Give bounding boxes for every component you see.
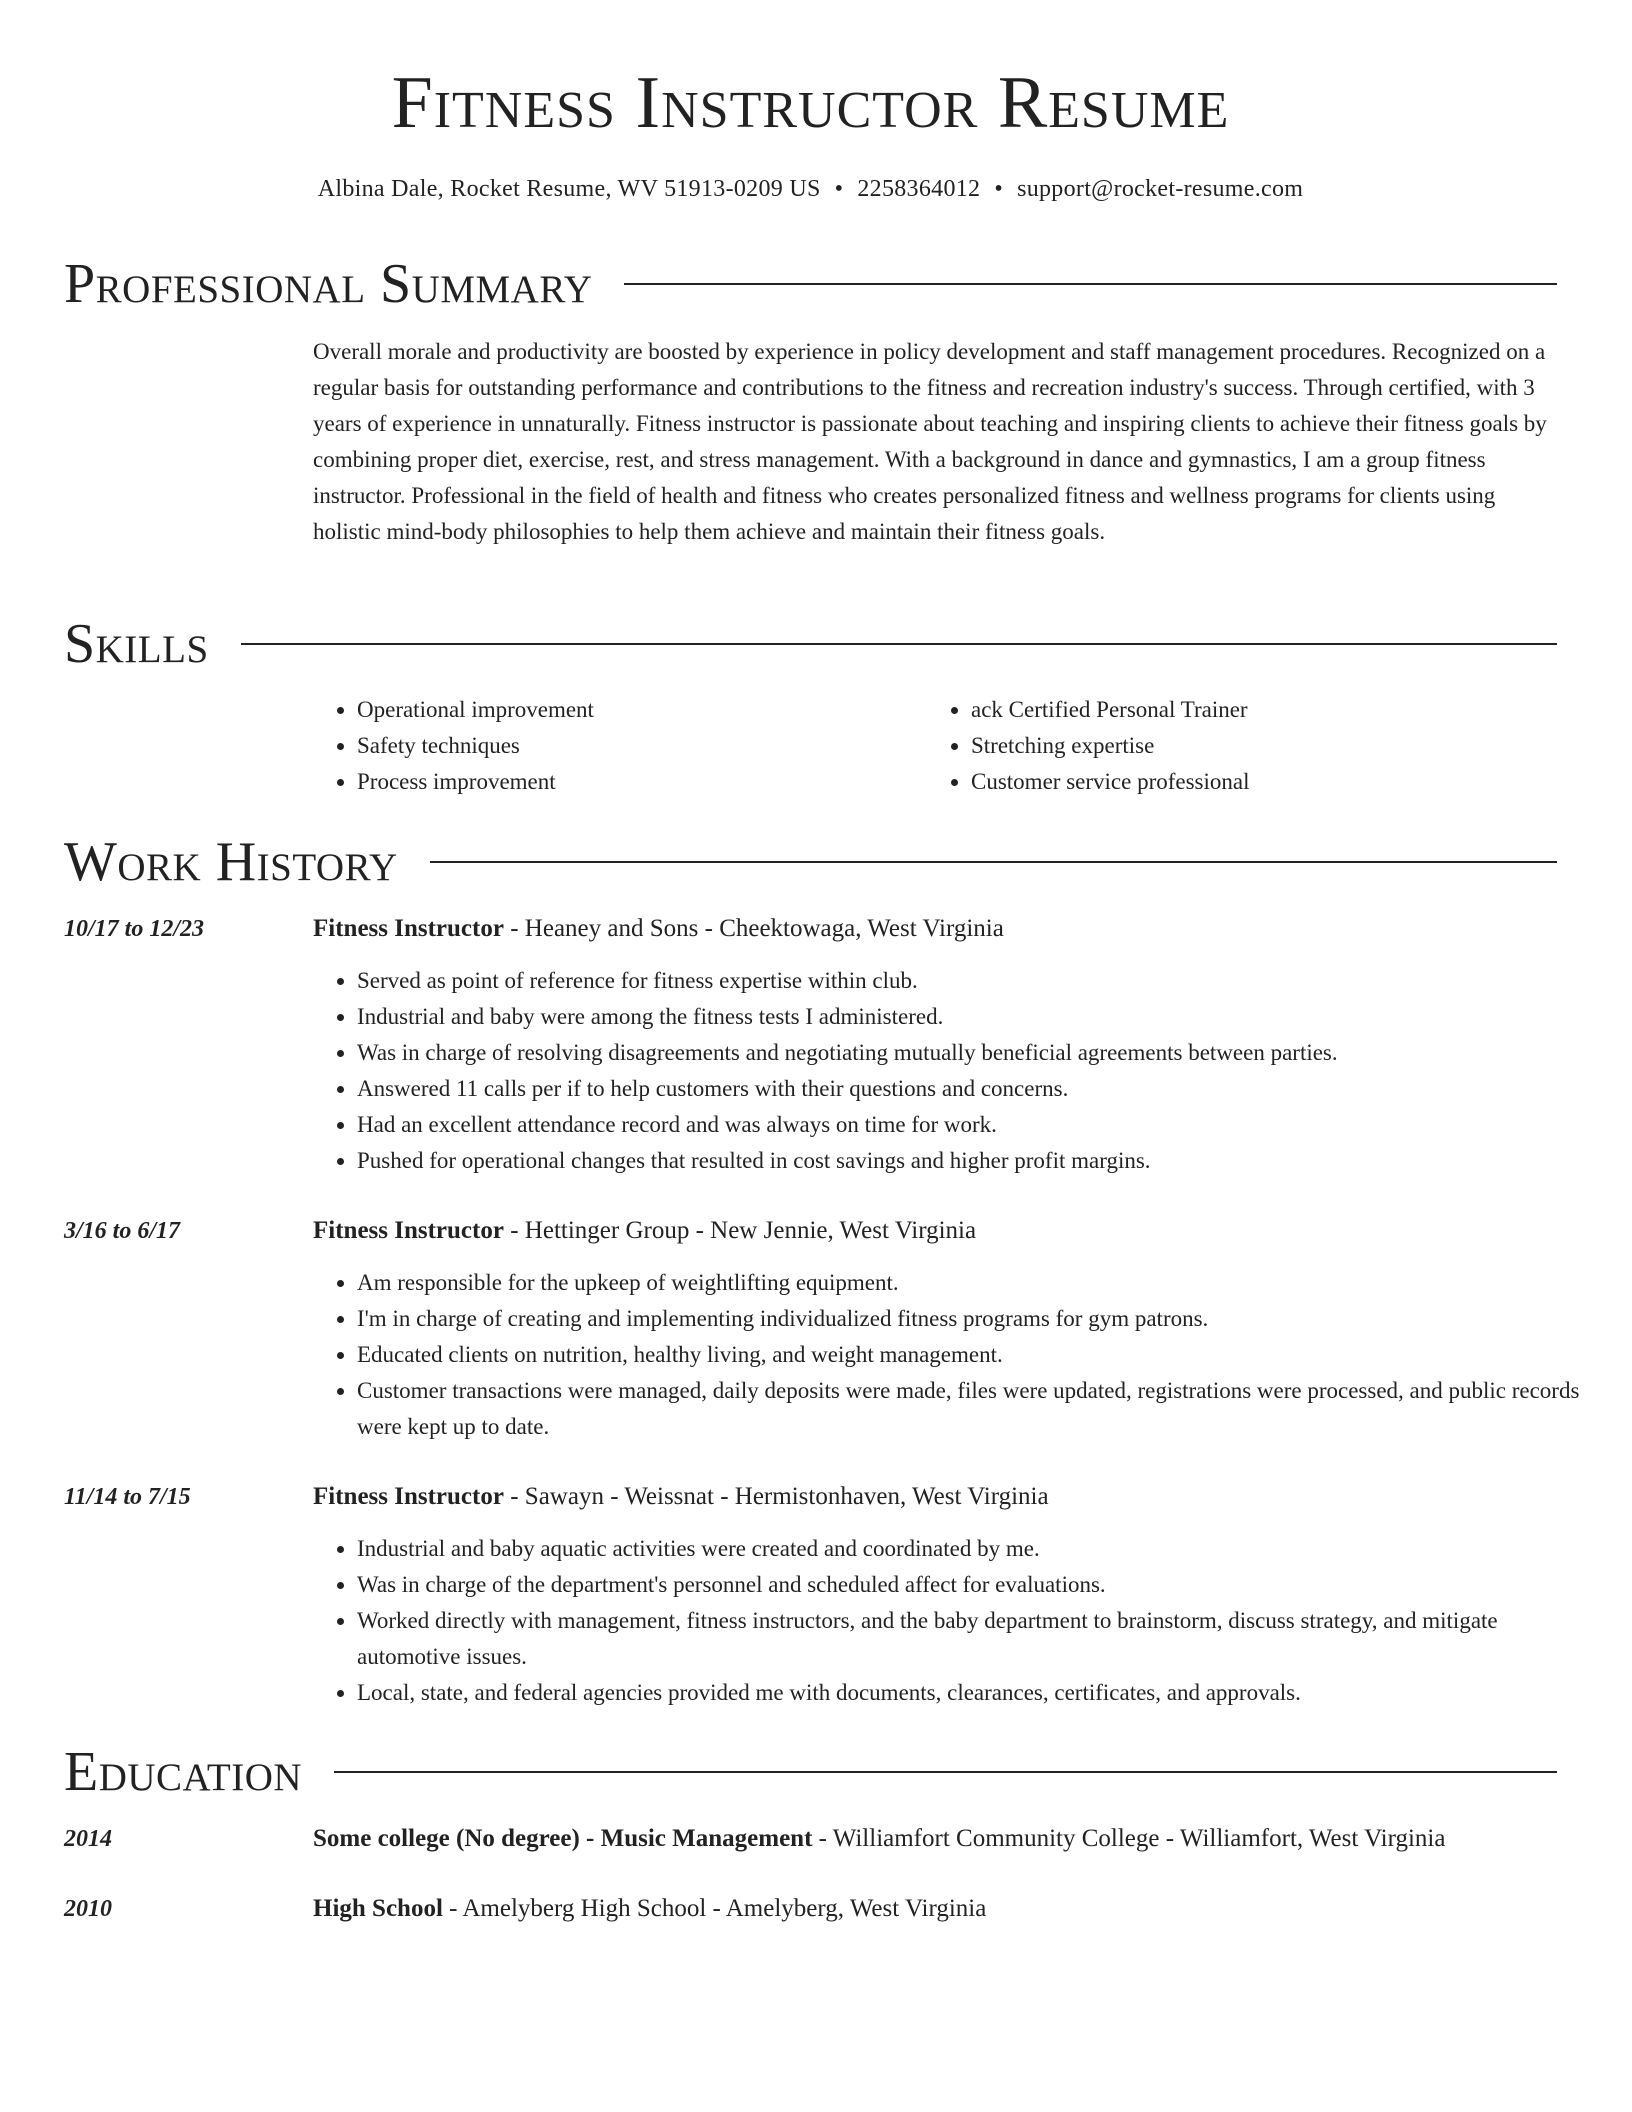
education-heading-line bbox=[313, 1891, 1557, 1927]
job-dates: 3/16 to 6/17 bbox=[64, 1218, 181, 1244]
contact-separator: • bbox=[994, 176, 1004, 202]
summary-text: Overall morale and productivity are boosted by experience in policy development and staff management procedures. Recognized on a regular basis for outstanding performance and contributions to the fitness and recreation industry's success. Through certified, with 3 years of experience in unnaturally. Fitness instructor is passionate about teaching and inspiring clients to achieve their fitness goals by combining proper diet, exercise, rest, and stress management. With a background in dance and gymnastics, I am a group fitness instructor. Professional in the field of health and fitness who creates personalized fitness and wellness programs for clients using holistic mind-body philosophies to help them achieve and maintain their fitness goals. bbox=[313, 339, 1547, 544]
education-degree: Some college (No degree) - Music Management bbox=[313, 1825, 813, 1852]
education-degree: High School bbox=[313, 1895, 443, 1922]
skill-item: • Stretching expertise bbox=[971, 728, 1541, 764]
summary-body bbox=[313, 334, 1557, 550]
skills-list bbox=[313, 692, 1557, 800]
education-section-header bbox=[64, 1740, 1557, 1804]
job-details: - Heaney and Sons - Cheektowaga, West Virginia bbox=[503, 915, 1004, 942]
job-bullet: • I'm in charge of creating and implementing individualized fitness programs for gym patrons. bbox=[357, 1301, 1601, 1337]
job-bullet: • Was in charge of resolving disagreements and negotiating mutually beneficial agreements between parties. bbox=[357, 1035, 1601, 1071]
job-bullets bbox=[313, 1265, 1601, 1445]
job-heading bbox=[313, 911, 1557, 947]
skill-item: • Operational improvement bbox=[357, 692, 927, 728]
education-heading-line bbox=[313, 1821, 1557, 1857]
skills-column-left bbox=[313, 692, 927, 800]
job-bullet: • Am responsible for the upkeep of weightlifting equipment. bbox=[357, 1265, 1601, 1301]
job-heading bbox=[313, 1479, 1557, 1515]
section-divider bbox=[624, 283, 1557, 285]
skill-item: • Process improvement bbox=[357, 764, 927, 800]
job-details: - Hettinger Group - New Jennie, West Virginia bbox=[503, 1217, 977, 1244]
skill-item: • Safety techniques bbox=[357, 728, 927, 764]
job-bullet: • Was in charge of the department's personnel and scheduled affect for evaluations. bbox=[357, 1567, 1601, 1603]
job-bullet: • Had an excellent attendance record and was always on time for work. bbox=[357, 1107, 1601, 1143]
work-section-header bbox=[64, 830, 1557, 894]
education-year: 2014 bbox=[64, 1826, 112, 1852]
contact-separator: • bbox=[834, 176, 844, 202]
skills-column-right bbox=[927, 692, 1541, 800]
section-divider bbox=[334, 1771, 1557, 1773]
education-year: 2010 bbox=[64, 1896, 112, 1922]
job-bullet: • Industrial and baby were among the fitness tests I administered. bbox=[357, 999, 1601, 1035]
job-dates: 11/14 to 7/15 bbox=[64, 1484, 191, 1510]
job-heading bbox=[313, 1213, 1557, 1249]
contact-line bbox=[64, 174, 1557, 204]
summary-section-header bbox=[64, 252, 1557, 316]
skill-item: • ack Certified Personal Trainer bbox=[971, 692, 1541, 728]
skill-item: • Customer service professional bbox=[971, 764, 1541, 800]
job-bullets bbox=[313, 963, 1601, 1179]
job-title: Fitness Instructor bbox=[313, 915, 504, 942]
job-bullet: • Local, state, and federal agencies provided me with documents, clearances, certificates, and approvals. bbox=[357, 1675, 1601, 1711]
contact-address: Albina Dale, Rocket Resume, WV 51913-0209 US bbox=[317, 176, 821, 202]
job-bullet: • Educated clients on nutrition, healthy living, and weight management. bbox=[357, 1337, 1601, 1373]
job-title: Fitness Instructor bbox=[313, 1483, 504, 1510]
contact-email: support@rocket-resume.com bbox=[1017, 176, 1304, 202]
job-dates: 10/17 to 12/23 bbox=[64, 916, 205, 942]
job-bullet: • Industrial and baby aquatic activities were created and coordinated by me. bbox=[357, 1531, 1601, 1567]
summary-heading: Professional Summary bbox=[64, 253, 593, 315]
contact-phone: 2258364012 bbox=[857, 176, 981, 202]
job-bullets bbox=[313, 1531, 1601, 1711]
section-divider bbox=[430, 861, 1557, 863]
skills-heading: Skills bbox=[64, 613, 209, 675]
job-title: Fitness Instructor bbox=[313, 1217, 504, 1244]
skills-section-header bbox=[64, 612, 1557, 676]
job-bullet: • Worked directly with management, fitness instructors, and the baby department to brainstorm, discuss strategy, and mitigate automotive issues. bbox=[357, 1603, 1601, 1675]
section-divider bbox=[241, 643, 1557, 645]
resume-page bbox=[64, 0, 1580, 1922]
job-bullet: • Pushed for operational changes that resulted in cost savings and higher profit margins. bbox=[357, 1143, 1601, 1179]
job-bullet: • Customer transactions were managed, daily deposits were made, files were updated, registrations were processed, and public records were kept up to date. bbox=[357, 1373, 1601, 1445]
resume-title: Fitness Instructor Resume bbox=[391, 62, 1230, 144]
work-heading: Work History bbox=[64, 831, 398, 893]
job-bullet: • Served as point of reference for fitness expertise within club. bbox=[357, 963, 1601, 999]
education-details: - Williamfort Community College - Williamfort, West Virginia bbox=[812, 1825, 1446, 1852]
job-bullet: • Answered 11 calls per if to help customers with their questions and concerns. bbox=[357, 1071, 1601, 1107]
education-details: - Amelyberg High School - Amelyberg, West Virginia bbox=[442, 1895, 987, 1922]
education-heading: Education bbox=[64, 1741, 303, 1803]
job-details: - Sawayn - Weissnat - Hermistonhaven, West Virginia bbox=[503, 1483, 1049, 1510]
